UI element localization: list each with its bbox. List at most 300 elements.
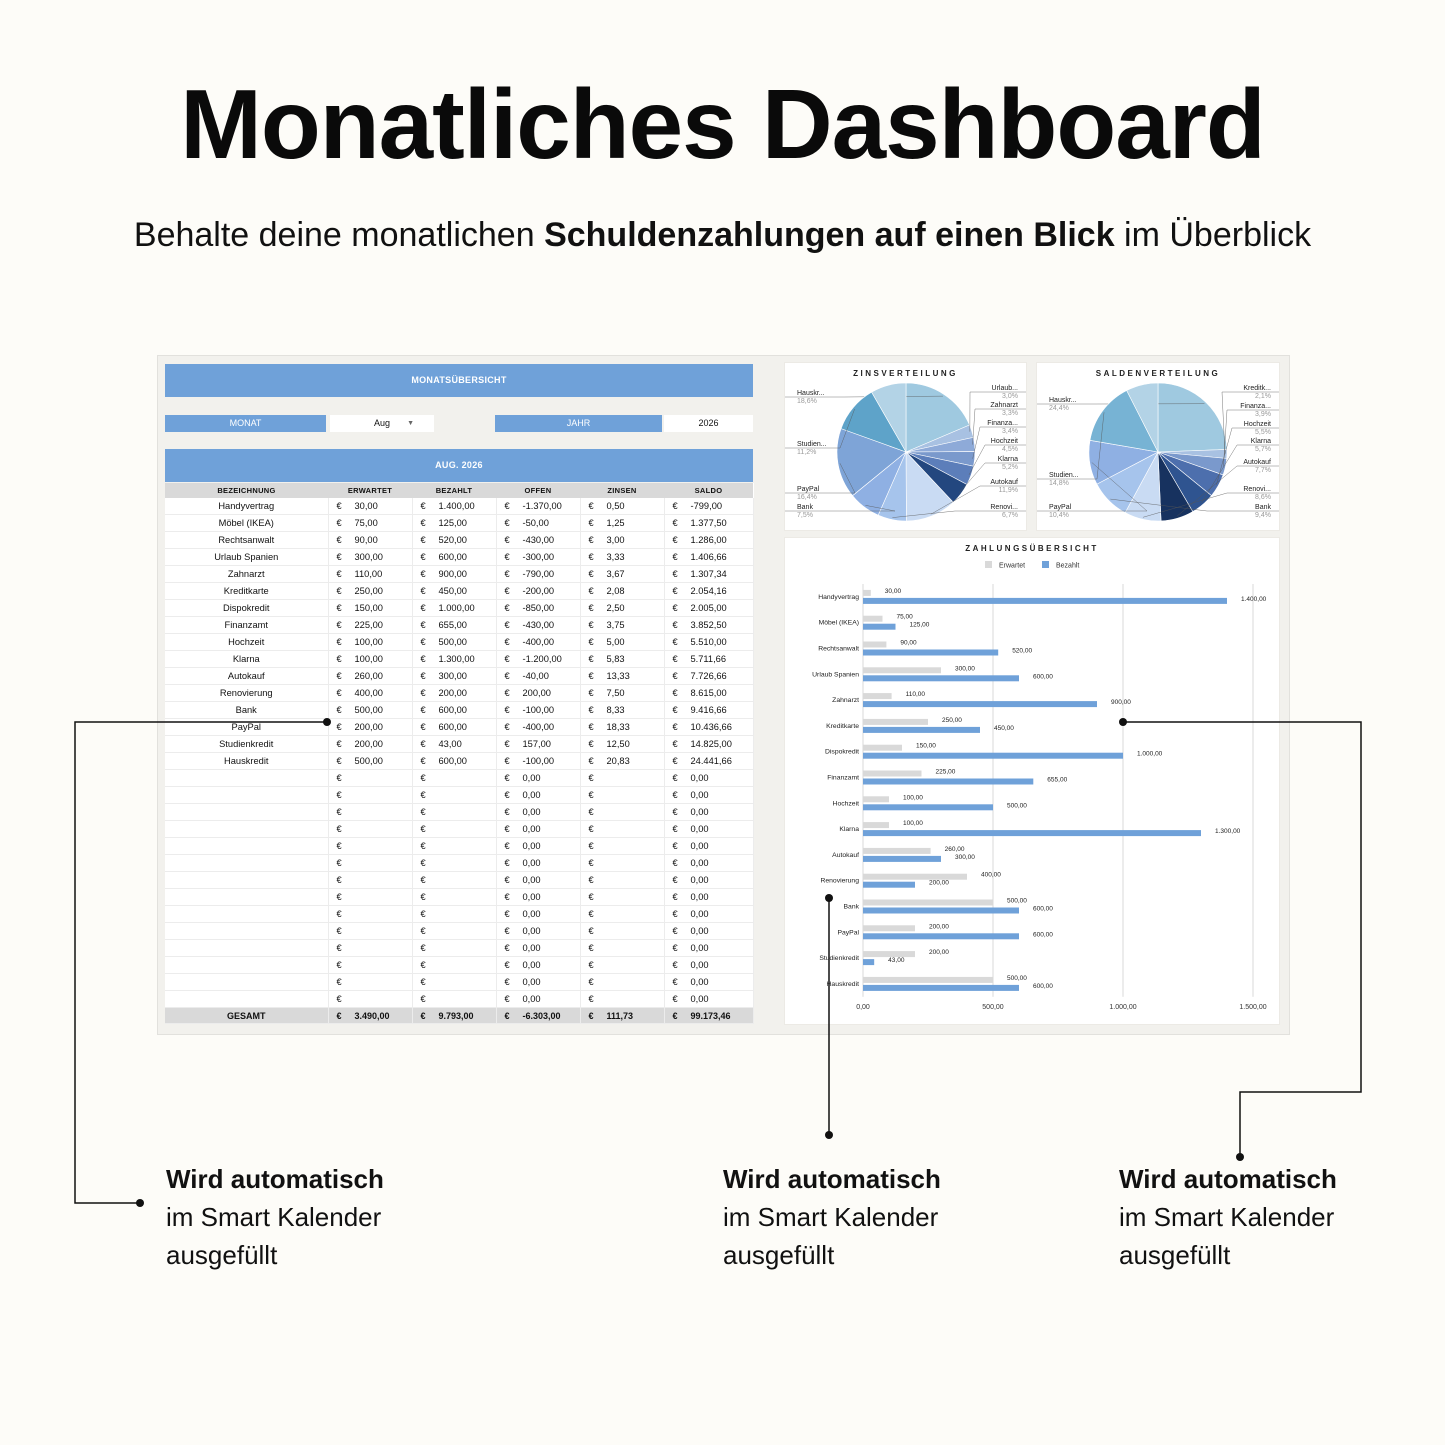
cell-amount: 300,00	[438, 671, 467, 681]
cell-amount: 2,08	[606, 586, 625, 596]
legend-label: Erwartet	[999, 562, 1026, 570]
currency-symbol: €	[588, 535, 594, 545]
cell-amount: 500,00	[354, 756, 383, 766]
bar-value-label: 520,00	[1012, 647, 1033, 655]
cell-amount: 100,00	[354, 654, 383, 664]
currency-symbol: €	[504, 518, 510, 528]
cell-amount: 0,00	[522, 858, 541, 868]
cell-amount: -40,00	[522, 671, 549, 681]
category-label: Kreditkarte	[826, 722, 859, 730]
currency-symbol: €	[336, 722, 342, 732]
pie-percent: 3,3%	[1002, 410, 1018, 417]
cell-amount: 600,00	[438, 552, 467, 562]
x-tick-label: 0,00	[856, 1003, 870, 1011]
cell-amount: 200,00	[522, 688, 551, 698]
pie-percent: 5,2%	[1002, 464, 1018, 471]
currency-symbol: €	[504, 909, 510, 919]
currency-symbol: €	[588, 739, 594, 749]
pie-label: Renovi...	[990, 504, 1018, 511]
cell-name[interactable]: Zahnarzt	[165, 566, 328, 583]
cell-amount: 0,00	[690, 790, 709, 800]
currency-symbol: €	[672, 841, 678, 851]
category-label: Renovierung	[820, 877, 859, 885]
subtitle-text-start: Behalte deine monatlichen	[133, 216, 545, 254]
currency-symbol: €	[504, 637, 510, 647]
cell-amount: 0,00	[522, 841, 541, 851]
pie-percent: 2,1%	[1255, 393, 1271, 400]
column-header: SALDO	[664, 483, 753, 498]
cell-amount: 0,00	[522, 824, 541, 834]
pie-percent: 14,8%	[1049, 480, 1069, 487]
cell-amount: 0,00	[690, 909, 709, 919]
currency-symbol: €	[420, 994, 426, 1004]
cell-name[interactable]: Möbel (IKEA)	[165, 515, 328, 532]
cell-amount: 3.490,00	[354, 1010, 390, 1021]
cell-amount: 18,33	[606, 722, 630, 732]
currency-symbol: €	[504, 875, 510, 885]
currency-symbol: €	[588, 569, 594, 579]
cell-amount: 1.286,00	[690, 535, 727, 545]
callout-heading: Wird automatisch	[1119, 1164, 1337, 1194]
currency-symbol: €	[336, 688, 342, 698]
pie-label: PayPal	[1049, 504, 1072, 511]
currency-symbol: €	[336, 943, 342, 953]
year-input[interactable]: 2026	[664, 415, 753, 432]
column-header: ERWARTET	[328, 483, 412, 498]
cell-amount: 450,00	[438, 586, 467, 596]
currency-symbol: €	[336, 586, 342, 596]
cell-amount: 1.307,34	[690, 569, 727, 579]
currency-symbol: €	[420, 586, 426, 596]
cell-amount: 12,50	[606, 739, 630, 749]
callout-heading: Wird automatisch	[166, 1164, 384, 1194]
cell-amount: 0,00	[522, 807, 541, 817]
cell-name[interactable]: GESAMT	[165, 1008, 328, 1024]
currency-symbol: €	[504, 705, 510, 715]
cell-name[interactable]: Rechtsanwalt	[165, 532, 328, 549]
cell-amount: 5.711,66	[690, 654, 726, 664]
cell-amount: 0,00	[690, 926, 709, 936]
pie-label: Autokauf	[990, 479, 1018, 486]
currency-symbol: €	[672, 943, 678, 953]
category-label: Klarna	[839, 826, 859, 834]
currency-symbol: €	[420, 620, 426, 630]
cell-amount: 111,73	[606, 1010, 634, 1021]
currency-symbol: €	[588, 603, 594, 613]
category-label: Finanzamt	[827, 774, 859, 782]
pie-percent: 24,4%	[1049, 405, 1069, 412]
subtitle-text-bold: Schuldenzahlungen auf einen Blick	[544, 216, 1115, 254]
cell-amount: 600,00	[438, 705, 467, 715]
currency-symbol: €	[672, 739, 678, 749]
cell-amount: -50,00	[522, 518, 549, 528]
pie-percent: 3,9%	[1255, 411, 1271, 418]
cell-amount: 157,00	[522, 739, 551, 749]
currency-symbol: €	[588, 807, 594, 817]
cell-amount: 5,00	[606, 637, 625, 647]
currency-symbol: €	[420, 858, 426, 868]
pie-percent: 7,5%	[797, 512, 813, 519]
connector-dot	[323, 718, 331, 726]
cell-amount: 99.173,46	[690, 1010, 731, 1021]
currency-symbol: €	[336, 552, 342, 562]
currency-symbol: €	[672, 654, 678, 664]
currency-symbol: €	[504, 654, 510, 664]
currency-symbol: €	[672, 909, 678, 919]
bar-value-label: 43,00	[888, 957, 905, 965]
currency-symbol: €	[336, 994, 342, 1004]
category-label: Studienkredit	[819, 955, 859, 963]
currency-symbol: €	[336, 671, 342, 681]
cell-amount: 3,75	[606, 620, 625, 630]
bar-value-label: 200,00	[929, 923, 949, 931]
cell-amount: 110,00	[354, 569, 383, 579]
cell-amount: 7.726,66	[690, 671, 727, 681]
cell-amount: 3,67	[606, 569, 625, 579]
cell-amount: -850,00	[522, 603, 555, 613]
currency-symbol: €	[588, 671, 594, 681]
bar-value-label: 100,00	[903, 820, 923, 828]
callout-line: im Smart Kalender	[1119, 1202, 1335, 1232]
currency-symbol: €	[588, 654, 594, 664]
pie-label: Finanza...	[1240, 403, 1271, 410]
bar-value-label: 150,00	[916, 742, 936, 750]
currency-symbol: €	[420, 688, 426, 698]
cell-amount: 7,50	[606, 688, 625, 698]
callout-line: ausgefüllt	[1119, 1240, 1231, 1270]
cell-amount: -1.370,00	[522, 501, 562, 511]
cell-amount: 200,00	[438, 688, 467, 698]
pie-label: Autokauf	[1243, 459, 1271, 466]
cell-name[interactable]: Finanzamt	[165, 617, 328, 634]
currency-symbol: €	[504, 790, 510, 800]
pie-percent: 3,0%	[1002, 393, 1018, 400]
bar-value-label: 90,00	[900, 639, 917, 647]
category-label: Dispokredit	[825, 748, 859, 756]
currency-symbol: €	[672, 569, 678, 579]
cell-amount: 0,00	[522, 926, 541, 936]
bar-value-label: 250,00	[942, 716, 962, 724]
pie-label: Bank	[797, 504, 813, 511]
cell-amount: -400,00	[522, 637, 555, 647]
callout-line: im Smart Kalender	[166, 1202, 382, 1232]
cell-name[interactable]: Hauskredit	[165, 753, 328, 770]
currency-symbol: €	[420, 773, 426, 783]
cell-name[interactable]: Bank	[165, 702, 328, 719]
pie-percent: 4,5%	[1002, 446, 1018, 453]
cell-name[interactable]: Autokauf	[165, 668, 328, 685]
bar-value-label: 600,00	[1033, 905, 1053, 913]
cell-amount: 8.615,00	[690, 688, 727, 698]
currency-symbol: €	[672, 773, 678, 783]
pie-label: Bank	[1255, 504, 1271, 511]
connector-dot	[825, 894, 833, 902]
cell-amount: 1.300,00	[438, 654, 475, 664]
pie-label: Hauskr...	[1049, 397, 1077, 404]
currency-symbol: €	[588, 586, 594, 596]
cell-amount: 5.510,00	[690, 637, 727, 647]
currency-symbol: €	[336, 926, 342, 936]
currency-symbol: €	[504, 756, 510, 766]
pie-label: Studien...	[797, 441, 827, 448]
cell-amount: 200,00	[354, 739, 383, 749]
cell-amount: -430,00	[522, 620, 555, 630]
cell-amount: 1.400,00	[438, 501, 475, 511]
currency-symbol: €	[336, 501, 342, 511]
currency-symbol: €	[504, 977, 510, 987]
cell-amount: 2.005,00	[690, 603, 727, 613]
currency-symbol: €	[336, 875, 342, 885]
pie-percent: 18,6%	[797, 398, 817, 405]
cell-amount: 0,00	[522, 960, 541, 970]
table-title-banner: AUG. 2026	[165, 449, 753, 482]
currency-symbol: €	[504, 892, 510, 902]
cell-amount: 655,00	[438, 620, 467, 630]
cell-amount: 0,00	[690, 841, 709, 851]
cell-amount: 0,00	[690, 977, 709, 987]
currency-symbol: €	[504, 926, 510, 936]
currency-symbol: €	[588, 722, 594, 732]
cell-amount: 0,00	[522, 892, 541, 902]
cell-amount: 1.377,50	[690, 518, 727, 528]
cell-amount: -6.303,00	[522, 1010, 561, 1021]
cell-amount: 13,33	[606, 671, 630, 681]
cell-amount: 3.852,50	[690, 620, 727, 630]
currency-symbol: €	[504, 688, 510, 698]
currency-symbol: €	[588, 994, 594, 1004]
currency-symbol: €	[420, 722, 426, 732]
category-label: PayPal	[837, 929, 859, 937]
cell-amount: 20,83	[606, 756, 630, 766]
category-label: Hauskredit	[826, 980, 859, 988]
cell-amount: 2.054,16	[690, 586, 727, 596]
currency-symbol: €	[336, 841, 342, 851]
currency-symbol: €	[672, 586, 678, 596]
cell-amount: 10.436,66	[690, 722, 732, 732]
currency-symbol: €	[504, 620, 510, 630]
currency-symbol: €	[420, 739, 426, 749]
month-value: Aug	[373, 418, 390, 428]
pie-label: Klarna	[997, 456, 1018, 463]
bar-value-label: 900,00	[1111, 699, 1131, 707]
currency-symbol: €	[504, 671, 510, 681]
callout-line: ausgefüllt	[723, 1240, 835, 1270]
cell-name[interactable]: Urlaub Spanien	[165, 549, 328, 566]
cell-amount: -430,00	[522, 535, 555, 545]
cell-amount: -799,00	[690, 501, 723, 511]
cell-amount: 14.825,00	[690, 739, 732, 749]
cell-amount: 1,25	[606, 518, 625, 528]
cell-amount: 3,33	[606, 552, 625, 562]
cell-amount: 0,00	[690, 824, 709, 834]
bar-value-label: 260,00	[944, 845, 965, 853]
category-label: Möbel (IKEA)	[818, 619, 859, 627]
currency-symbol: €	[588, 858, 594, 868]
cell-name[interactable]: Studienkredit	[165, 736, 328, 753]
pie-label: Klarna	[1250, 438, 1271, 445]
connector-dot	[825, 1131, 833, 1139]
currency-symbol: €	[672, 756, 678, 766]
currency-symbol: €	[420, 518, 426, 528]
pie-percent: 10,4%	[1049, 512, 1069, 519]
currency-symbol: €	[336, 824, 342, 834]
callout-line: im Smart Kalender	[723, 1202, 939, 1232]
currency-symbol: €	[420, 654, 426, 664]
pie-percent: 6,7%	[1002, 512, 1018, 519]
currency-symbol: €	[504, 552, 510, 562]
cell-amount: -100,00	[522, 756, 555, 766]
currency-symbol: €	[336, 739, 342, 749]
currency-symbol: €	[672, 1010, 678, 1021]
bar-value-label: 600,00	[1033, 673, 1053, 681]
cell-amount: 900,00	[438, 569, 467, 579]
currency-symbol: €	[504, 722, 510, 732]
cell-amount: 0,00	[690, 807, 709, 817]
pie-label: PayPal	[797, 486, 820, 493]
cell-amount: 520,00	[438, 535, 467, 545]
currency-symbol: €	[420, 943, 426, 953]
currency-symbol: €	[336, 977, 342, 987]
cell-amount: 0,00	[522, 977, 541, 987]
cell-amount: -100,00	[522, 705, 555, 715]
pie-label: Zahnarzt	[990, 402, 1018, 409]
currency-symbol: €	[420, 1010, 426, 1021]
cell-amount: 0,00	[690, 875, 709, 885]
cell-amount: 3,00	[606, 535, 625, 545]
currency-symbol: €	[336, 858, 342, 868]
currency-symbol: €	[336, 637, 342, 647]
cell-amount: 500,00	[354, 705, 383, 715]
cell-amount: 1.406,66	[690, 552, 727, 562]
cell-amount: 0,00	[522, 773, 541, 783]
x-tick-label: 1.500,00	[1239, 1003, 1267, 1011]
currency-symbol: €	[420, 926, 426, 936]
cell-amount: 400,00	[354, 688, 383, 698]
cell-amount: 0,00	[690, 960, 709, 970]
cell-amount: 9.416,66	[690, 705, 727, 715]
callout-heading: Wird automatisch	[723, 1164, 941, 1194]
currency-symbol: €	[588, 824, 594, 834]
cell-name[interactable]: Kreditkarte	[165, 583, 328, 600]
currency-symbol: €	[588, 637, 594, 647]
currency-symbol: €	[588, 518, 594, 528]
currency-symbol: €	[504, 807, 510, 817]
cell-amount: 0,00	[690, 892, 709, 902]
currency-symbol: €	[420, 569, 426, 579]
currency-symbol: €	[504, 994, 510, 1004]
currency-symbol: €	[420, 671, 426, 681]
year-label: JAHR	[495, 415, 662, 432]
cell-amount: 0,50	[606, 501, 625, 511]
cell-amount: 600,00	[438, 722, 467, 732]
bar-value-label: 30,00	[884, 587, 902, 595]
currency-symbol: €	[672, 501, 678, 511]
cell-amount: 5,83	[606, 654, 625, 664]
callout-left	[166, 1160, 384, 1274]
cell-amount: 300,00	[354, 552, 383, 562]
currency-symbol: €	[336, 892, 342, 902]
currency-symbol: €	[672, 705, 678, 715]
currency-symbol: €	[420, 637, 426, 647]
currency-symbol: €	[336, 654, 342, 664]
currency-symbol: €	[672, 858, 678, 868]
currency-symbol: €	[336, 773, 342, 783]
cell-name[interactable]: Klarna	[165, 651, 328, 668]
chevron-down-icon: ▼	[407, 420, 414, 427]
currency-symbol: €	[672, 994, 678, 1004]
cell-name[interactable]: Dispokredit	[165, 600, 328, 617]
cell-amount: 8,33	[606, 705, 625, 715]
currency-symbol: €	[588, 892, 594, 902]
category-label: Bank	[843, 903, 859, 911]
bar-value-label: 1.300,00	[1215, 828, 1241, 836]
currency-symbol: €	[588, 960, 594, 970]
currency-symbol: €	[588, 501, 594, 511]
currency-symbol: €	[420, 501, 426, 511]
currency-symbol: €	[588, 688, 594, 698]
currency-symbol: €	[672, 535, 678, 545]
bar-value-label: 655,00	[1047, 776, 1068, 784]
cell-amount: -300,00	[522, 552, 555, 562]
pie-label: Renovi...	[1243, 486, 1271, 493]
currency-symbol: €	[420, 977, 426, 987]
month-label: MONAT	[165, 415, 326, 432]
bar-value-label: 300,00	[955, 853, 975, 861]
category-label: Rechtsanwalt	[818, 645, 859, 653]
currency-symbol: €	[504, 535, 510, 545]
bar-value-label: 1.000,00	[1137, 750, 1163, 758]
cell-name[interactable]: Hochzeit	[165, 634, 328, 651]
currency-symbol: €	[336, 535, 342, 545]
cell-amount: -400,00	[522, 722, 555, 732]
bar-value-label: 300,00	[955, 665, 975, 673]
category-label: Urlaub Spanien	[812, 671, 859, 679]
currency-symbol: €	[504, 824, 510, 834]
currency-symbol: €	[420, 552, 426, 562]
currency-symbol: €	[672, 960, 678, 970]
monthly-overview-banner: MONATSÜBERSICHT	[165, 364, 753, 397]
bar-value-label: 75,00	[896, 613, 913, 621]
bar-value-label: 125,00	[909, 621, 930, 629]
subtitle-text-end: im Überblick	[1114, 216, 1312, 254]
bar-value-label: 1.400,00	[1241, 595, 1267, 603]
currency-symbol: €	[588, 773, 594, 783]
cell-amount: 125,00	[438, 518, 467, 528]
cell-name[interactable]: PayPal	[165, 719, 328, 736]
currency-symbol: €	[588, 620, 594, 630]
currency-symbol: €	[504, 1010, 510, 1021]
bar-value-label: 500,00	[1007, 802, 1027, 810]
currency-symbol: €	[672, 722, 678, 732]
pie-percent: 9,4%	[1255, 512, 1271, 519]
cell-amount: 0,00	[690, 943, 709, 953]
cell-name[interactable]: Handyvertrag	[165, 498, 328, 515]
interest-chart-title: ZINSVERTEILUNG	[853, 369, 958, 378]
category-label: Handyvertrag	[818, 593, 859, 601]
currency-symbol: €	[672, 620, 678, 630]
connector-dot	[136, 1199, 144, 1207]
cell-amount: 0,00	[522, 790, 541, 800]
cell-name[interactable]: Renovierung	[165, 685, 328, 702]
pie-percent: 3,4%	[1002, 428, 1018, 435]
currency-symbol: €	[588, 841, 594, 851]
cell-amount: 0,00	[690, 858, 709, 868]
currency-symbol: €	[336, 705, 342, 715]
cell-amount: 150,00	[354, 603, 383, 613]
cell-amount: 43,00	[438, 739, 462, 749]
currency-symbol: €	[420, 705, 426, 715]
cell-amount: 2,50	[606, 603, 625, 613]
